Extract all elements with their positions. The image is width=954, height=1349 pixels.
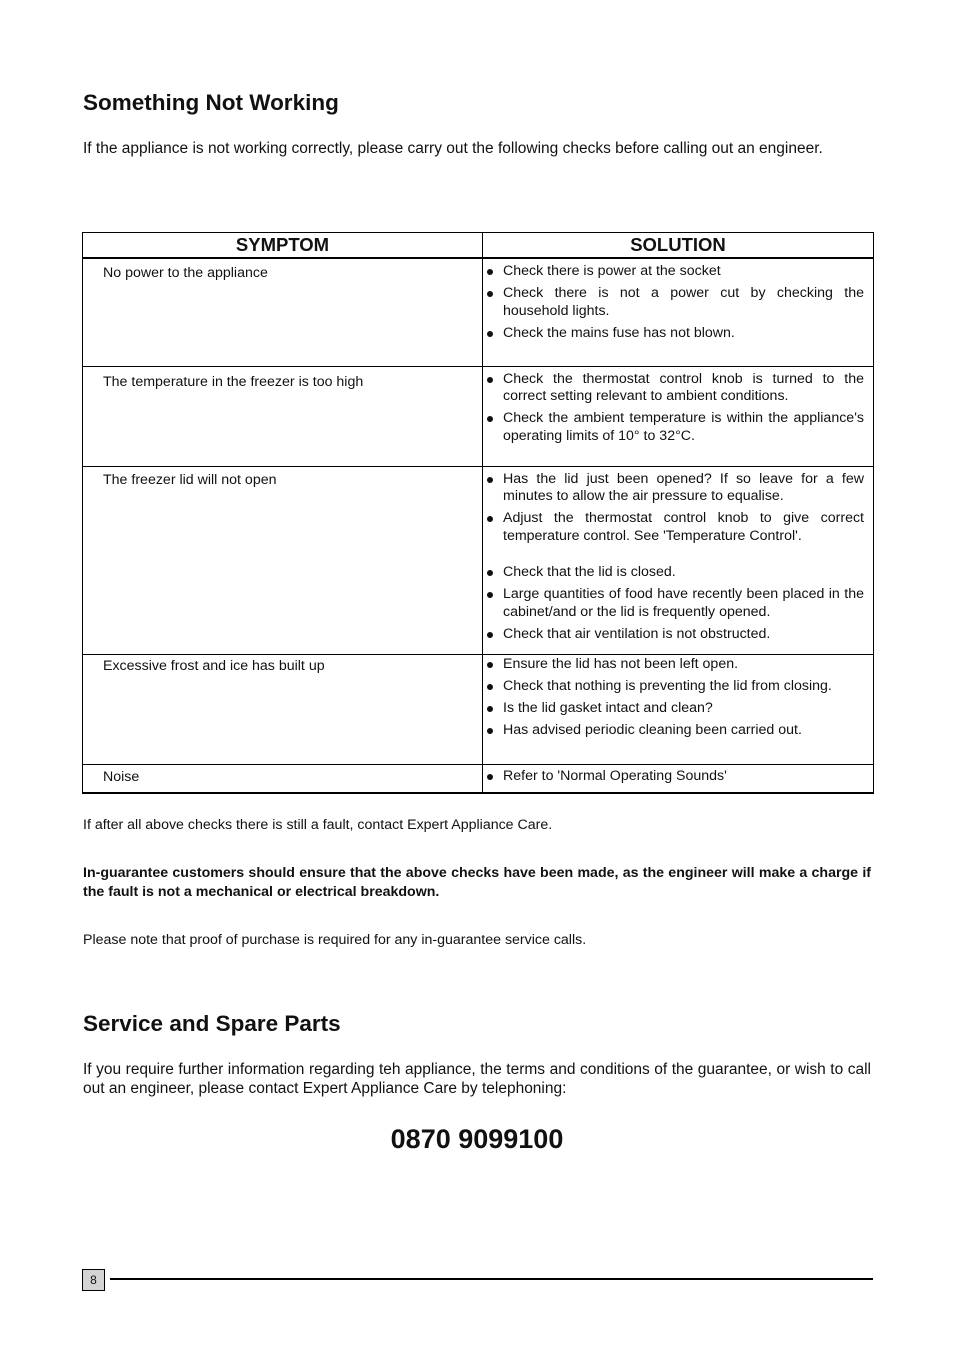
symptom-cell	[83, 258, 483, 366]
symptom-cell	[83, 366, 483, 466]
solution-cell	[483, 366, 874, 466]
solution-cell	[483, 764, 874, 793]
symptom-cell	[83, 654, 483, 764]
solution-list	[483, 467, 873, 644]
symptom-text: No power to the appliance	[103, 265, 268, 281]
solution-item: Check the mains fuse has not blown.	[503, 325, 864, 343]
solution-cell	[483, 654, 874, 764]
solution-item: Is the lid gasket intact and clean?	[503, 700, 864, 718]
column-header-solution: SOLUTION	[483, 233, 874, 259]
symptom-text: Excessive frost and ice has built up	[103, 657, 325, 674]
symptom-text: Noise	[103, 768, 140, 785]
phone-number: 0870 9099100	[390, 1124, 564, 1154]
solution-item: Check that nothing is preventing the lid from closing.	[503, 678, 864, 696]
solution-item: Ensure the lid has not been left open.	[503, 656, 864, 674]
troubleshooting-table	[82, 232, 874, 794]
solution-list	[483, 259, 873, 342]
symptom-cell	[83, 466, 483, 654]
table-row	[83, 258, 874, 366]
table-header-row	[83, 233, 874, 259]
footer-divider	[110, 1278, 873, 1280]
service-intro: If you require further information regarding teh appliance, the terms and conditions of the guarantee, or wish to call out an engineer, please contact Expert Appliance Care by telephoning:	[83, 1061, 871, 1097]
proof-of-purchase-note: Please note that proof of purchase is required for any in-guarantee service calls.	[83, 932, 587, 948]
solution-item: Check that air ventilation is not obstructed.	[503, 626, 864, 644]
symptom-cell	[83, 764, 483, 793]
symptom-text: The temperature in the freezer is too high	[103, 373, 364, 390]
table-row	[83, 366, 874, 466]
column-header-symptom: SYMPTOM	[83, 233, 483, 259]
solution-list	[483, 765, 873, 786]
solution-item: Check the ambient temperature is within the appliance's operating limits of 10° to 32°C.	[503, 410, 864, 444]
solution-list	[483, 367, 873, 446]
solution-item: Check that the lid is closed.	[503, 564, 864, 582]
guarantee-warning: In-guarantee customers should ensure that the above checks have been made, as the engineer will make a charge if the fault is not a mechanical or electrical breakdown.	[83, 865, 871, 900]
solution-item: Large quantities of food have recently been placed in the cabinet/and or the lid is frequently opened.	[503, 586, 864, 620]
section-title-service-spare-parts: Service and Spare Parts	[83, 1011, 341, 1036]
table-row	[83, 654, 874, 764]
table-row	[83, 764, 874, 793]
solution-cell	[483, 466, 874, 654]
solution-item: Check there is power at the socket	[503, 263, 864, 281]
table-row	[83, 466, 874, 654]
symptom-text: The freezer lid will not open	[103, 471, 277, 488]
solution-item: Check there is not a power cut by checking the household lights.	[503, 285, 864, 319]
solution-item: Refer to 'Normal Operating Sounds'	[503, 768, 864, 786]
solution-list	[483, 655, 873, 740]
solution-item: Has the lid just been opened? If so leave for a few minutes to allow the air pressure to equalise.	[503, 470, 864, 504]
section-intro: If the appliance is not working correctly, please carry out the following checks before calling out an engineer.	[83, 140, 823, 157]
section-title-something-not-working: Something Not Working	[83, 90, 339, 115]
solution-item: Check the thermostat control knob is turned to the correct setting relevant to ambient conditions.	[503, 370, 864, 404]
solution-cell	[483, 258, 874, 366]
page-number: 8	[82, 1269, 105, 1291]
fault-contact-note: If after all above checks there is still a fault, contact Expert Appliance Care.	[83, 817, 553, 833]
solution-item: Adjust the thermostat control knob to give correct temperature control. See 'Temperature Control'.	[503, 510, 864, 544]
solution-item: Has advised periodic cleaning been carried out.	[503, 722, 864, 740]
